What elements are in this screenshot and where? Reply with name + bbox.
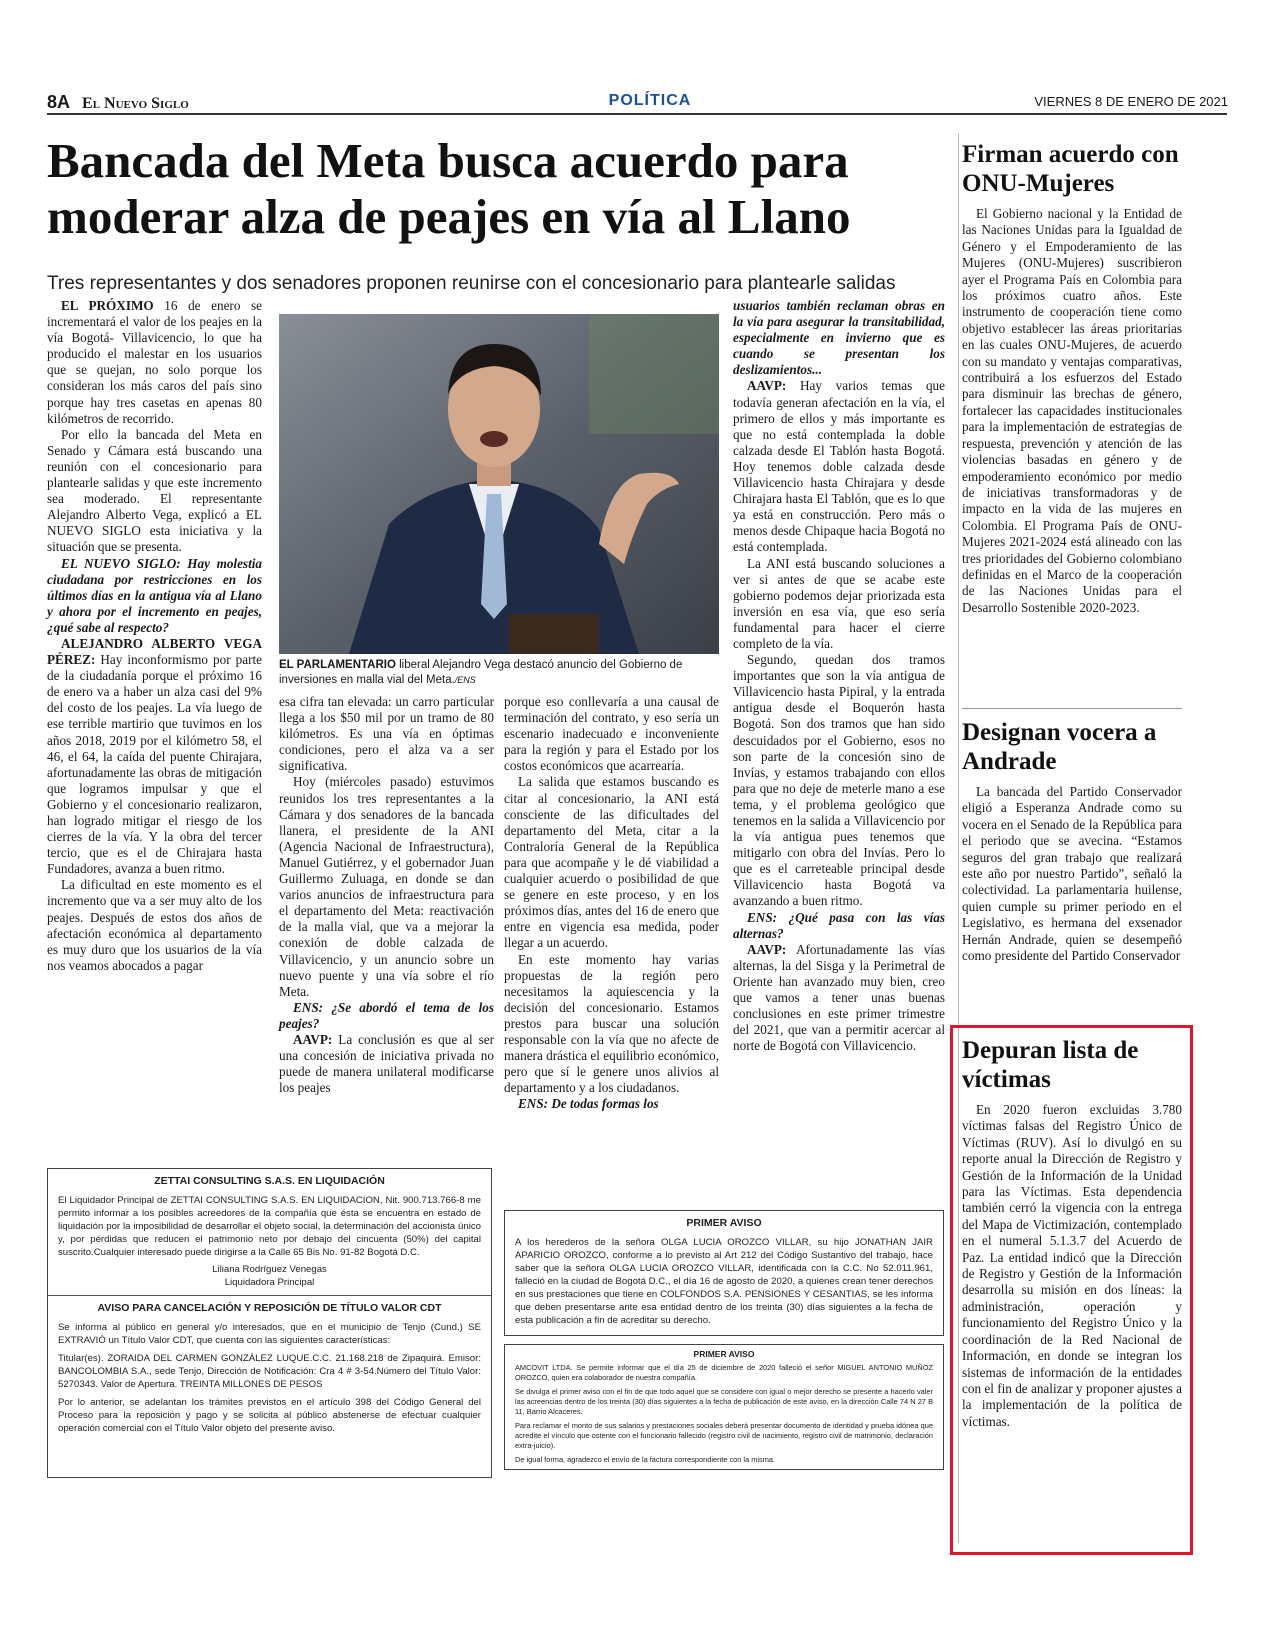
interview-question: ENS: ¿Se abordó el tema de los peajes? xyxy=(279,999,494,1031)
newspaper-name: El Nuevo Siglo xyxy=(82,95,189,112)
notice-separator xyxy=(48,1295,491,1296)
interview-question: ENS: ¿Qué pasa con las vías alternas? xyxy=(733,909,945,941)
interview-question: ENS: De todas formas los xyxy=(518,1096,659,1112)
notice-body: El Liquidador Principal de ZETTAI CONSULTING S.A.S. EN LIQUIDACION, Nit. 900.713.766-8 me permito informar a los posibles acreedores de la compañía que ésta se encuentra en estado de liquidación por la imposibilidad de desarrollar el objeto social, la determinación del accionista único y, por pérdidas que reducen el patrimonio neto por debajo del cincuenta (50%) del capital suscrito.Cualquier interesado puede dirigirse a la Calle 65 Bis No. 91-82 Bogotá D.C. xyxy=(58,1195,481,1258)
notice-body: Se divulga el primer aviso con el fin de que todo aquel que se considere con igual o mejor derecho se presente a hacerlo valer las acreencias dentro de los treinta (30) días siguientes a la fecha de publicación de este aviso, en la dirección Calle 74 N 27 B 11, Barrio Alcaceres. xyxy=(515,1387,933,1416)
section-name: POLÍTICA xyxy=(608,92,692,109)
interview-question-continued: usuarios también reclaman obras en la vía para asegurar la transitabilidad, especialmente en invierno que es cuando se presentan los deslizamientos... xyxy=(733,298,945,378)
notice-body: Se informa al público en general y/o interesados, que en el municipio de Tenjo (Cund.) SE EXTRAVIÓ un Título Valor CDT, que cuenta con las siguientes características: xyxy=(58,1322,481,1346)
legal-notices-left xyxy=(47,1168,492,1478)
notice-body: Por lo anterior, se adelantan los trámites previstos en el artículo 398 del Código General del Proceso para la reposición y pago y se solicita al público abstenerse de efectuar cualquier operación comercial con el Título Valor objeto del presente aviso. xyxy=(58,1397,481,1434)
paragraph: La ANI está buscando soluciones a ver si antes de que se acabe este gobierno podemos dejar priorizada esta inversión en esa vía, que eso sería fundamental para hacer el cierre completo de la vía. xyxy=(733,555,945,651)
article-column-4 xyxy=(733,298,945,1054)
notice-title: PRIMER AVISO xyxy=(686,1217,762,1229)
sidebar-story-onu-mujeres xyxy=(962,140,1182,616)
notice-body: De igual forma, agradezco el envío de la factura correspondiente con la misma. xyxy=(515,1455,776,1464)
speaker-photo-illustration xyxy=(279,314,719,654)
sidebar-story-victimas xyxy=(962,1036,1182,1430)
page-header-left xyxy=(47,92,189,113)
page-number: 8A xyxy=(47,92,71,112)
sidebar-separator xyxy=(962,708,1182,709)
article-column-1 xyxy=(47,298,262,974)
paragraph: esa cifra tan elevada: un carro particular llega a los $50 mil por un tramo de 80 kilómetros. Es una vía en óptimas condiciones, pero el alza va a ser significativa. xyxy=(279,694,494,774)
sidebar-story-body: El Gobierno nacional y la Entidad de las Naciones Unidas para la Igualdad de Género y el Empoderamiento de las Mujeres (ONU-Mujeres) suscribieron ayer el Programa País en Colombia para los próximos cuatro años. Este instrumento de cooperación tiene como objetivo establecer las áreas prioritarias en las cuales ONU-Mujeres, de acuerdo con su mandato y ventajas comparativas, contribuirá a los esfuerzos del Estado para disminuir las brechas de género, fortalecer las capacidades institucionales para la implementación de estrategias de respuesta, prevención y atención de las violencias basadas en género y de empoderamiento económico por medio de iniciativas transformadoras y de impacto en la vida de las mujeres en Colombia. El Programa País de ONU-Mujeres 2021-2024 está alineado con las tres prioridades del Gobierno colombiano definidas en el Marco de la cooperación de las Naciones Unidas para el Desarrollo Sostenible 2020-2023. xyxy=(962,206,1182,615)
legal-notice-primer-aviso-1 xyxy=(504,1210,944,1336)
paragraph: La dificultad en este momento es el incremento que va a ser muy alto de los peajes. Después de estos dos años de afectación económica al departamento es muy duro que los usuarios de la vía nos veamos abocados a pagar xyxy=(47,877,262,973)
paragraph: porque eso conllevaría a una causal de terminación del contrato, y eso sería un escenario inadecuado e inconveniente para la región y para el Estado por los costos económicos que acarrearía. xyxy=(504,694,719,774)
notice-title: AVISO PARA CANCELACIÓN Y REPOSICIÓN DE TÍTULO VALOR CDT xyxy=(97,1302,442,1314)
sidebar-story-body: En 2020 fueron excluidas 3.780 víctimas falsas del Registro Único de Víctimas (RUV). Así lo divulgó en su reporte anual la Dirección de Registro y Gestión de la Información de la Unidad para las Víctimas. Esta dependencia también cerró la vigencia con la entrega del Mapa de Victimización, contemplado en el numeral 5.1.3.7 del Acuerdo de Paz. La entidad indicó que la Dirección de Registro y Gestión de la Información desarrolla su misión en dos líneas: la administración, operación y funcionamiento del Registro Único y la coordinación de la Red Nacional de Información, en donde se integran los sistemas de información de la entidades con el fin de analizar y proponer ajustes a la implementación de la política de víctimas. xyxy=(962,1102,1182,1429)
paragraph: Segundo, quedan dos tramos importantes que son la vía antigua de Villavicencio hasta Pipiral, y la entrada antigua desde el Boquerón hasta Bogotá. Son dos tramos que han sido descuidados por el Gobierno, esos no son parte de la concesión sino de Invías, y estamos trabajando con ellos para que no deje de meterle mano a ese tema, y el problema geológico que tenemos en la salida a Villavicencio por la vía antigua pues tenemos que mitigarlo con obra del Invías. Pero lo que es el carreteable principal desde Villavicencio hasta Bogotá va avanzando a buen ritmo. xyxy=(733,652,945,909)
notice-body: AMCOVIT LTDA. Se permite informar que el día 25 de diciembre de 2020 falleció el señor MIGUEL ANTONIO MUÑOZ OROZCO, quien era colaborador de nuestra compañía. xyxy=(515,1363,933,1382)
sidebar-story-title: Designan vocera a Andrade xyxy=(962,719,1157,775)
paragraph: Por ello la bancada del Meta en Senado y Cámara está buscando una reunión con el concesionario para plantearle salidas y que este incremento sea moderado. El representante Alejandro Alberto Vega, explicó a EL NUEVO SIGLO esta iniciativa y la situación que se presenta. xyxy=(47,426,262,555)
article-column-2 xyxy=(279,694,494,1096)
sidebar-story-title: Firman acuerdo con ONU-Mujeres xyxy=(962,141,1179,197)
headline: Bancada del Meta busca acuerdo para moderar alza de peajes en vía al Llano xyxy=(47,133,851,244)
notice-body: Para reclamar el monto de sus salarios y prestaciones sociales deberá presentar documento de identidad y prueba idónea que acredite el vínculo que ostente con el funcionario fallecido (registro civil de nacimiento, registro civil de matrimonio, declaración extra-juicio). xyxy=(515,1421,933,1450)
paragraph: En este momento hay varias propuestas de la región pero necesitamos la aquiescencia y la decisión del concesionario. Estamos prestos para buscar una solución responsable con la vía que no afecte de manera drástica el equilibrio económico, pero que sí le genere unos alivios al departamento y a los ciudadanos. xyxy=(504,951,719,1096)
legal-notice-primer-aviso-2 xyxy=(504,1344,944,1470)
interview-answer: AAVP: Hay varios temas que todavía generan afectación en la vía, el primero de ellos y más importante es que no está contemplada la doble calzada desde El Tablón hasta Bogotá. Hoy tenemos doble calzada desde Villavicencio hasta Chirajara y desde Chirajara hasta El Tablón, que es lo que ya está en construcción. Pero más o menos desde Chipaque hacia Bogotá no está contemplada. xyxy=(733,378,945,555)
sidebar-story-andrade xyxy=(962,718,1182,964)
article-column-3 xyxy=(504,694,719,1112)
interview-answer: AAVP: Afortunadamente las vías alternas, la del Sisga y la Perimetral de Oriente han avanzado muy bien, creo que vamos a tener unas buenas conclusiones en este primer trimestre del 2021, que van a permitir acercar al norte de Bogotá con Villavicencio. xyxy=(733,941,945,1054)
notice-signer-role: Liquidadora Principal xyxy=(224,1277,315,1288)
notice-title: PRIMER AVISO xyxy=(693,1349,755,1359)
notice-body: Titular(es). ZORAIDA DEL CARMEN GONZÁLEZ LUQUE.C.C. 21.168.218 de Zipaquirá. Emisor: BANCOLOMBIA S.A., sede Tenjo, Dirección de Notificación: Cra 4 # 3-54.Número del Título Valor: 5270343. Valor de Apertura. TREINTA MILLONES DE PESOS xyxy=(58,1353,481,1390)
notice-title: ZETTAI CONSULTING S.A.S. EN LIQUIDACIÓN xyxy=(154,1175,385,1187)
notice-body: A los herederos de la señora OLGA LUCIA OROZCO VILLAR, su hijo JONATHAN JAIR APARICIO OROZCO, conforme a lo previsto al Art 212 del Código Sustantivo del trabajo, hace saber que la señora OLGA LUCIA OROZCO VILLAR, identificada con la C.C. No 52.011.961, falleció en la ciudad de Bogotá D.C., el día 16 de agosto de 2020, a quienes crean tener derechos en sus prestaciones que tiene en COLFONDOS S.A. PENSIONES Y CESANTIAS, se les informa que deben presentarse ante esa entidad dentro de los treinta (30) días siguientes a la fecha de esta publicación a fin de acreditar su derecho. xyxy=(515,1237,933,1326)
interview-answer: ALEJANDRO ALBERTO VEGA PÉREZ: Hay inconformismo por parte de la ciudadanía porque el próximo 16 de enero va a haber un alza casi del 9% del costo de los peajes. La vía luego de ese terrible martirio que tuvimos en los años 2018, 2019 por el kilómetro 58, el 46, el 64, la caída del puente Chirajara, afortunadamente las obras de mitigación que logramos impulsar y que el Gobierno y el concesionario realizaron, han logrado mitigar el riesgo de los cierres de la vía. Y la obra del tercer tercio, que es el de Chirajara hasta Fundadores, avanza a buen ritmo. xyxy=(47,635,262,877)
notice-signer: Liliana Rodríguez Venegas xyxy=(212,1264,327,1275)
interview-answer: AAVP: La conclusión es que al ser una concesión de iniciativa privada no puede de manera unilateral modificarse los peajes xyxy=(279,1031,494,1096)
photo-caption: EL PARLAMENTARIO liberal Alejandro Vega destacó anuncio del Gobierno de inversiones en malla vial del Meta./ENS xyxy=(279,659,683,686)
article-photo xyxy=(279,314,719,654)
paragraph: EL PRÓXIMO 16 de enero se incrementará el valor de los peajes en la vía Bogotá- Villavicencio, lo que ha producido el malestar en los usuarios que se quejan, no solo porque los consideran los más caros del país sino porque hay tres casetas en apenas 80 kilómetros de recorrido. xyxy=(47,298,263,426)
interview-question: EL NUEVO SIGLO: Hay molestia ciudadana por restricciones en los últimos días en la antigua vía al Llano y ahora por el incremento en peajes, ¿qué sabe al respecto? xyxy=(47,555,262,635)
photo-credit: /ENS xyxy=(454,675,476,685)
lead-in: EL PRÓXIMO xyxy=(61,298,154,313)
sidebar-story-title: Depuran lista de víctimas xyxy=(962,1037,1139,1093)
subheadline: Tres representantes y dos senadores proponen reunirse con el concesionario para plantearle salidas xyxy=(47,273,896,294)
header-rule xyxy=(47,113,1227,115)
issue-date: VIERNES 8 DE ENERO DE 2021 xyxy=(1034,94,1228,109)
paragraph: Hoy (miércoles pasado) estuvimos reunidos los tres representantes a la Cámara y dos senadores de la bancada llanera, el presidente de la ANI (Agencia Nacional de Infraestructura), Manuel Gutiérrez, y el gobernador Juan Guillermo Zuluaga, en donde se dan varios anuncios de infraestructura para el departamento del Meta: reactivación de la malla vial, que va a mejorar la conexión de doble calzada de Villavicencio, y un anuncio sobre un nuevo puente y una vía sobre el río Meta. xyxy=(279,774,494,999)
paragraph: La salida que estamos buscando es citar al concesionario, la ANI está consciente de las dificultades del departamento del Meta, citar a la Contraloría General de la República para que acompañe y le dé viabilidad a cualquier acuerdo o posibilidad de que se genere en este proceso, y en los próximos días, antes del 16 de enero que entre en vigencia esa medida, poder llegar a un acuerdo. xyxy=(504,774,719,951)
sidebar-story-body: La bancada del Partido Conservador eligió a Esperanza Andrade como su vocera en el Senado de la República para el periodo que se avecina. “Estamos seguros del gran trabajo que realizará este año por nuestro Partido”, señaló la colectividad. La parlamentaria huilense, quien cumple su primer periodo en el Legislativo, es hermana del exsenador Hernán Andrade, quien se desempeñó como presidente del Partido Conservador xyxy=(962,784,1182,964)
